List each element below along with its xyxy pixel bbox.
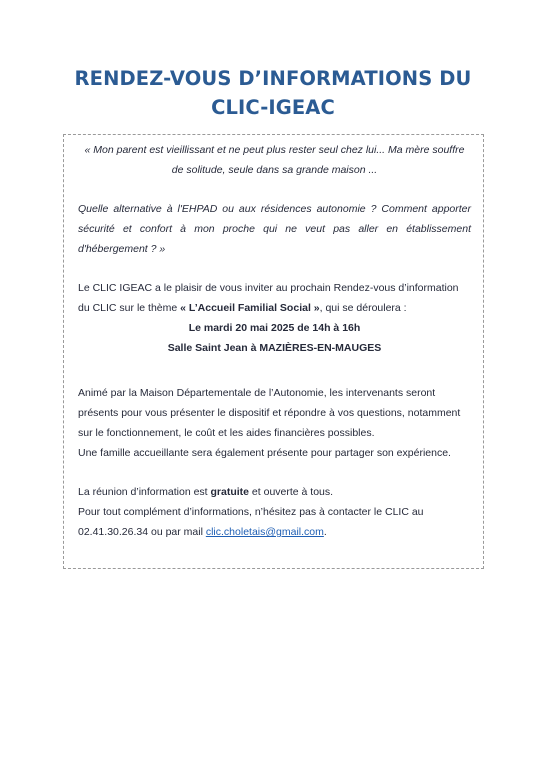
title-line-1: RENDEZ-VOUS D’INFORMATIONS DU	[74, 67, 472, 90]
invite-theme: « L’Accueil Familial Social »	[180, 302, 320, 314]
invite-line-2-suffix: , qui se déroulera :	[319, 302, 407, 314]
anime-paragraph	[78, 383, 471, 463]
quote-paragraph-2: Quelle alternative à l'EHPAD ou aux résidences autonomie ? Comment apporter sécurité et confort à mon proche qui ne veut pas aller en établissement d'hébergement ? »	[78, 203, 471, 255]
quote-1-line-2: de solitude, seule dans sa grande maison ...	[171, 164, 378, 176]
info-box	[63, 134, 484, 569]
closing-line-1-suffix: et ouverte à tous.	[249, 486, 334, 498]
spacer	[78, 180, 471, 199]
anime-line-2: présents pour vous présenter le dispositif et répondre à vos questions, notamment	[78, 407, 461, 419]
invite-paragraph	[78, 278, 471, 318]
closing-line-1-prefix: La réunion d’information est	[78, 486, 211, 498]
spacer	[78, 463, 471, 482]
quote-paragraph-1	[78, 140, 471, 180]
invite-line-2-prefix: du CLIC sur le thème	[78, 302, 181, 314]
quote-1-line-1: « Mon parent est vieillissant et ne peut plus rester seul chez lui... Ma mère souffre	[84, 144, 465, 156]
closing-line-2: Pour tout complément d’informations, n’hésitez pas à contacter le CLIC au	[78, 506, 424, 518]
anime-line-4: Une famille accueillante sera également présente pour partager son expérience.	[78, 447, 451, 459]
free-label: gratuite	[210, 486, 250, 498]
anime-line-1: Animé par la Maison Départementale de l’Autonomie, les intervenants seront	[78, 387, 436, 399]
anime-line-3: sur le fonctionnement, le coût et les aides financières possibles.	[78, 427, 375, 439]
info-box-content	[78, 140, 471, 542]
event-place: Salle Saint Jean à MAZIÈRES-EN-MAUGES	[167, 342, 382, 354]
phone-text: 02.41.30.26.34 ou par mail	[78, 526, 206, 538]
page-title	[40, 64, 506, 122]
closing-period: .	[323, 526, 327, 538]
spacer	[78, 358, 471, 383]
invite-line-1: Le CLIC IGEAC a le plaisir de vous inviter au prochain Rendez-vous d’information	[78, 282, 459, 294]
closing-paragraph	[78, 482, 471, 542]
title-line-2: CLIC-IGEAC	[211, 96, 335, 119]
spacer	[78, 259, 471, 278]
email-link[interactable]: clic.choletais@gmail.com	[205, 526, 324, 538]
event-date: Le mardi 20 mai 2025 de 14h à 16h	[188, 322, 361, 334]
